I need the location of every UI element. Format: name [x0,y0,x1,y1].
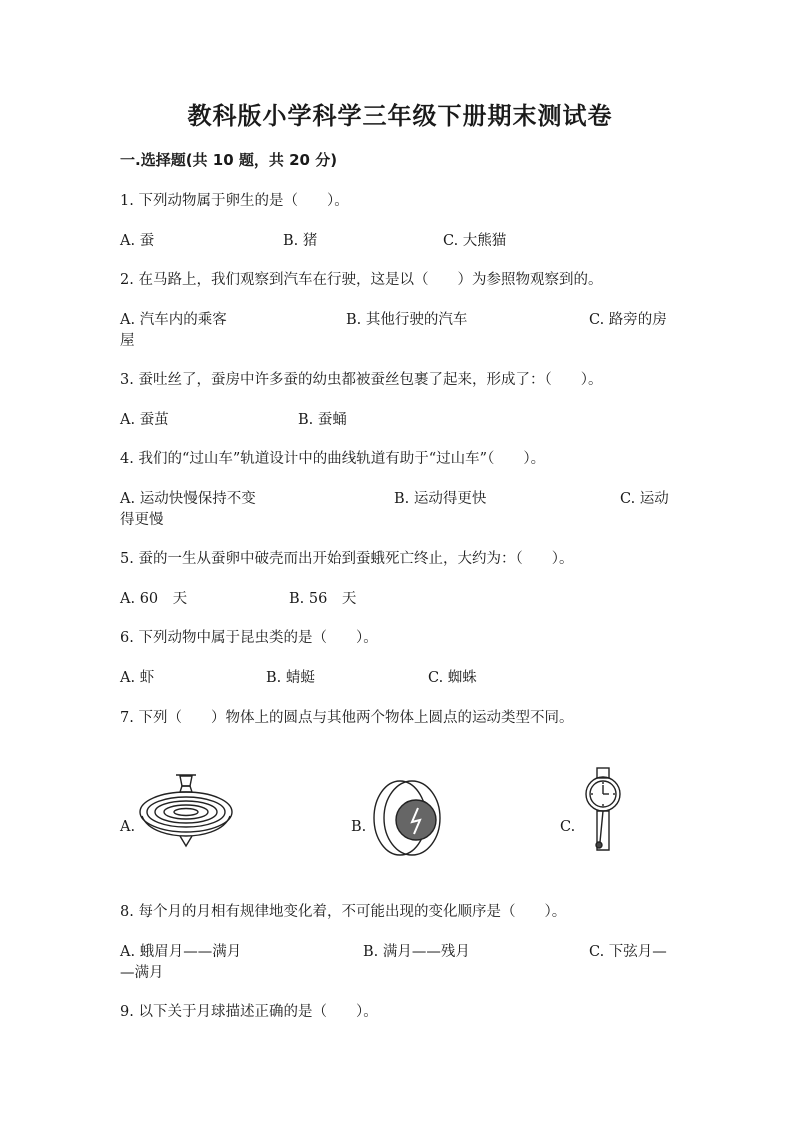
spinning-top-figure [136,770,236,850]
question-4-option-a[interactable]: A. 运动快慢保持不变 [120,491,256,507]
question-2-option-a[interactable]: A. 汽车内的乘客 [120,312,227,328]
question-1-option-c[interactable]: C. 大熊猫 [443,233,507,249]
question-6-option-b[interactable]: B. 蜻蜓 [266,670,315,686]
question-4-stem: 4. 我们的“过山车”轨道设计中的曲线轨道有助于“过山车”（ ）。 [120,451,546,467]
question-7-option-b[interactable]: B. [351,819,367,835]
question-8-option-b[interactable]: B. 满月——残月 [363,944,470,960]
question-4-option-b[interactable]: B. 运动得更快 [394,491,487,507]
question-2-stem: 2. 在马路上，我们观察到汽车在行驶，这是以（ ）为参照物观察到的。 [120,272,603,288]
question-7-option-c[interactable]: C. [560,819,576,835]
question-1-option-b[interactable]: B. 猪 [283,233,318,249]
question-5-option-a[interactable]: A. 60 天 [120,591,188,607]
question-8-stem: 8. 每个月的月相有规律地变化着，不可能出现的变化顺序是（ ）。 [120,904,567,920]
yo-yo-figure [368,778,448,858]
question-8-option-a[interactable]: A. 蛾眉月——满月 [120,944,242,960]
question-3-option-a[interactable]: A. 蚕茧 [120,412,169,428]
question-1-option-a[interactable]: A. 蚕 [120,233,155,249]
question-2-option-c-wrap: 屋 [120,333,135,349]
question-8-option-c-wrap: —满月 [120,965,164,981]
question-7-option-a[interactable]: A. [120,819,136,835]
question-6-stem: 6. 下列动物中属于昆虫类的是（ ）。 [120,630,378,646]
question-2-option-c[interactable]: C. 路旁的房 [589,312,667,328]
question-1-stem: 1. 下列动物属于卵生的是（ ）。 [120,193,349,209]
question-3-stem: 3. 蚕吐丝了，蚕房中许多蚕的幼虫都被蚕丝包裹了起来，形成了：（ ）。 [120,372,603,388]
question-6-option-a[interactable]: A. 虾 [120,670,155,686]
question-4-option-c[interactable]: C. 运动 [620,491,669,507]
pendulum-clock-figure [578,766,628,856]
question-8-option-c[interactable]: C. 下弦月— [589,944,667,960]
question-3-option-b[interactable]: B. 蚕蛹 [298,412,347,428]
question-7-stem: 7. 下列（ ）物体上的圆点与其他两个物体上圆点的运动类型不同。 [120,710,574,726]
question-5-stem: 5. 蚕的一生从蚕卵中破壳而出开始到蚕蛾死亡终止，大约为：（ ）。 [120,551,574,567]
question-9-stem: 9. 以下关于月球描述正确的是（ ）。 [120,1004,378,1020]
section-heading: 一.选择题(共 10 题，共 20 分) [120,151,338,169]
question-5-option-b[interactable]: B. 56 天 [289,591,357,607]
question-6-option-c[interactable]: C. 蜘蛛 [428,670,477,686]
question-4-option-c-wrap: 得更慢 [120,512,164,528]
page-title: 教科版小学科学三年级下册期末测试卷 [187,102,613,130]
question-2-option-b[interactable]: B. 其他行驶的汽车 [346,312,468,328]
